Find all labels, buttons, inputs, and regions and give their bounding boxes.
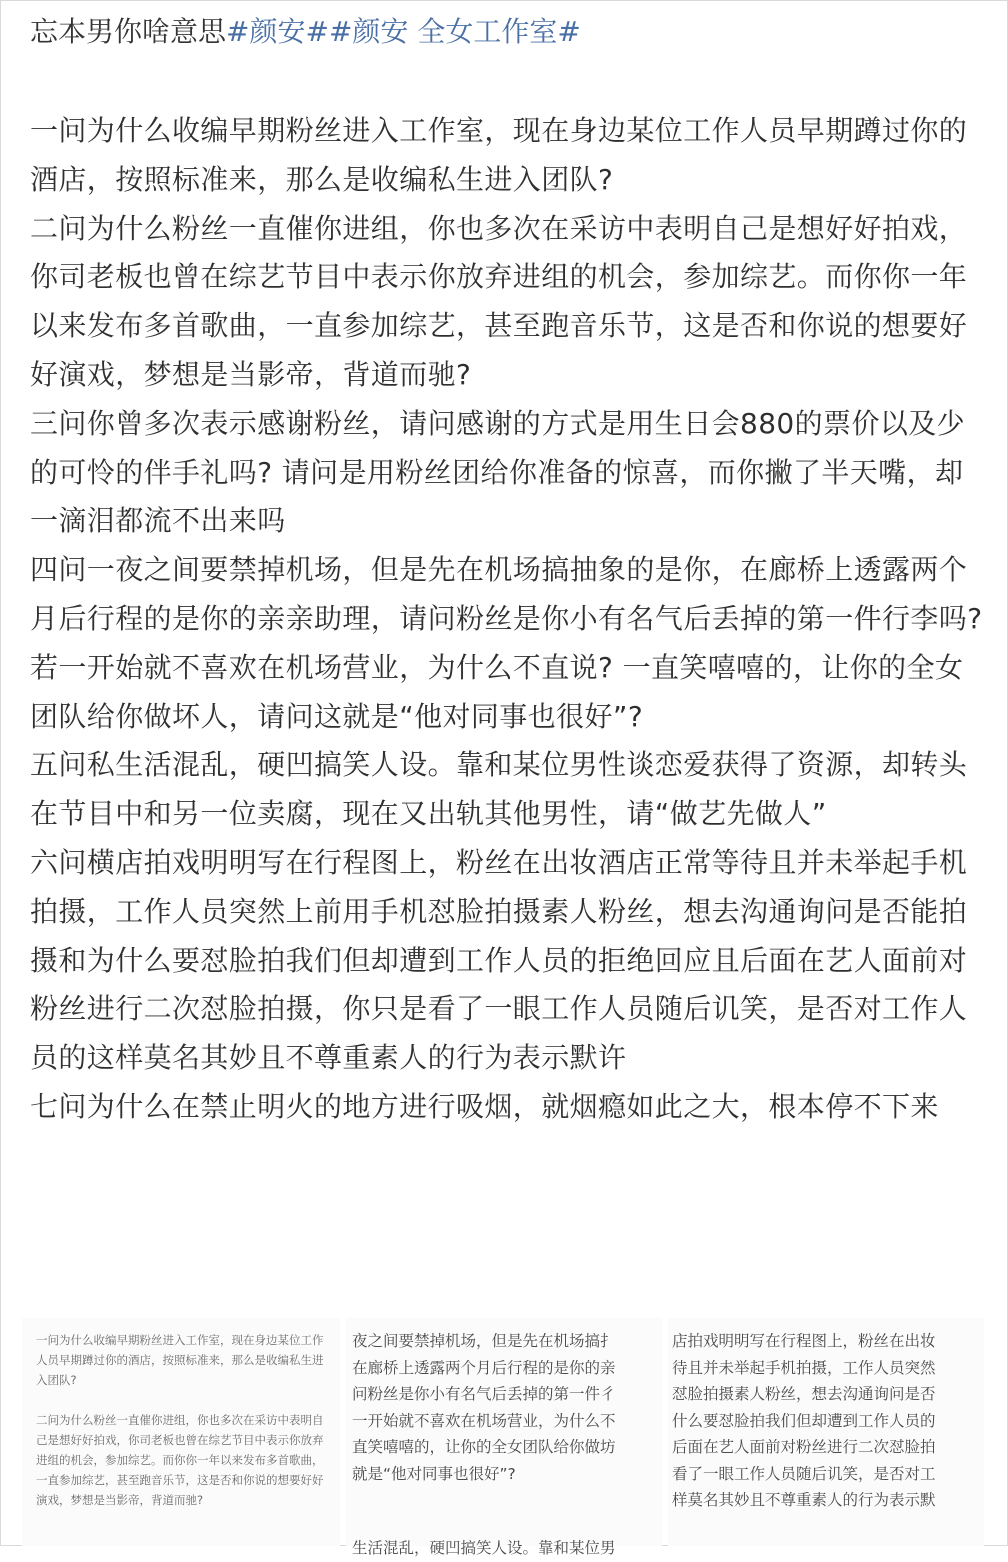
thumbnail-line: 怼脸拍摄素人粉丝，想去沟通询问是否 [672,1385,936,1403]
thumbnail-line: 就是“他对同事也很好”? [352,1464,516,1483]
post-title [30,12,581,52]
thumbnail-line: 生活混乱，硬凹搞笑人设。靠和某位男 [352,1539,616,1557]
thumbnail-line: 后面在艺人面前对粉丝进行二次怼脸拍 [672,1438,936,1456]
thumbnail-image-3[interactable] [668,1318,984,1546]
thumbnail-line: 待且并未举起手机拍摄，工作人员突然 [672,1358,936,1377]
thumbnail-line: 直笑嘻嘻的，让你的全女团队给你做坊 [352,1438,616,1456]
thumbnail-line: 什么要怼脸拍我们但却遭到工作人员的 [672,1411,936,1430]
thumbnail-image-2[interactable] [346,1318,662,1557]
thumbnail-text: 二问为什么粉丝一直催你进组，你也多次在采访中表明自己是想好好拍戏，你司老板也曾在综艺节目中表示你放弃进组的机会，参加综艺。而你你一年以来发布多首歌曲，一直参加综艺，甚至跑音乐节，这是否和你说的想要好好演戏，梦想是当影帝，背道而驰? [36,1413,324,1507]
post-body [30,107,985,1132]
question-2: 二问为什么粉丝一直催你进组，你也多次在采访中表明自己是想好好拍戏，你司老板也曾在综艺节目中表示你放弃进组的机会，参加综艺。而你你一年以来发布多首歌曲，一直参加综艺，甚至跑音乐节，这是否和你说的想要好好演戏，梦想是当影帝，背道而驰? [30,211,968,391]
hashtag-yan-an[interactable]: #颜安# [226,15,329,48]
question-4: 四问一夜之间要禁掉机场，但是先在机场搞抽象的是你，在廊桥上透露两个月后行程的是你的亲亲助理，请问粉丝是你小有名气后丢掉的第一件行李吗? 若一开始就不喜欢在机场营业，为什么不直说? 一直笑嘻嘻的，让你的全女团队给你做坏人，请问这就是“他对同事也很好”? [30,553,983,733]
question-3: 三问你曾多次表示感谢粉丝，请问感谢的方式是用生日会880的票价以及少的可怜的伴手礼吗? 请问是用粉丝团给你准备的惊喜，而你撇了半天嘴，却一滴泪都流不出来吗 [30,406,966,538]
hashtag-yan-an-studio[interactable]: #颜安 全女工作室# [328,15,581,48]
question-5: 五问私生活混乱，硬凹搞笑人设。靠和某位男性谈恋爱获得了资源，却转头在节目中和另一位卖腐，现在又出轨其他男性，请“做艺先做人” [30,748,968,831]
question-6: 六问横店拍戏明明写在行程图上，粉丝在出妆酒店正常等待且并未举起手机拍摄，工作人员突然上前用手机怼脸拍摄素人粉丝，想去沟通询问是否能拍摄和为什么要怼脸拍我们但却遭到工作人员的拒绝回应且后面在艺人面前对粉丝进行二次怼脸拍摄，你只是看了一眼工作人员随后讥笑，是否对工作人员的这样莫名其妙且不尊重素人的行为表示默许 [30,845,968,1075]
image-thumbnails [0,1318,1008,1557]
thumbnail-image-1[interactable] [22,1318,340,1546]
thumbnail-line: 样莫名其妙且不尊重素人的行为表示默 [672,1491,936,1509]
thumbnail-line: 店拍戏明明写在行程图上，粉丝在出妆 [672,1332,936,1350]
thumbnail-line: 夜之间要禁掉机场，但是先在机场搞扌 [352,1332,616,1350]
question-7: 七问为什么在禁止明火的地方进行吸烟，就烟瘾如此之大，根本停不下来 [30,1089,939,1123]
thumbnail-line: 在廊桥上透露两个月后行程的是你的亲 [352,1358,616,1377]
question-1: 一问为什么收编早期粉丝进入工作室，现在身边某位工作人员早期蹲过你的酒店，按照标准来，那么是收编私生进入团队? [30,114,968,196]
thumbnail-line: 问粉丝是你小有名气后丢掉的第一件彳 [352,1385,616,1403]
thumbnail-text: 一问为什么收编早期粉丝进入工作室，现在身边某位工作人员早期蹲过你的酒店，按照标准来，那么是收编私生进入团队? [36,1333,324,1387]
thumbnail-text-block [352,1328,658,1487]
thumbnail-line: 看了一眼工作人员随后讥笑，是否对工 [672,1464,936,1483]
thumbnail-line: 一开始就不喜欢在机场营业，为什么不 [352,1411,616,1430]
thumbnail-text-block [672,1328,984,1514]
thumbnail-text-block [352,1535,658,1562]
title-text: 忘本男你啥意思 [30,15,227,48]
